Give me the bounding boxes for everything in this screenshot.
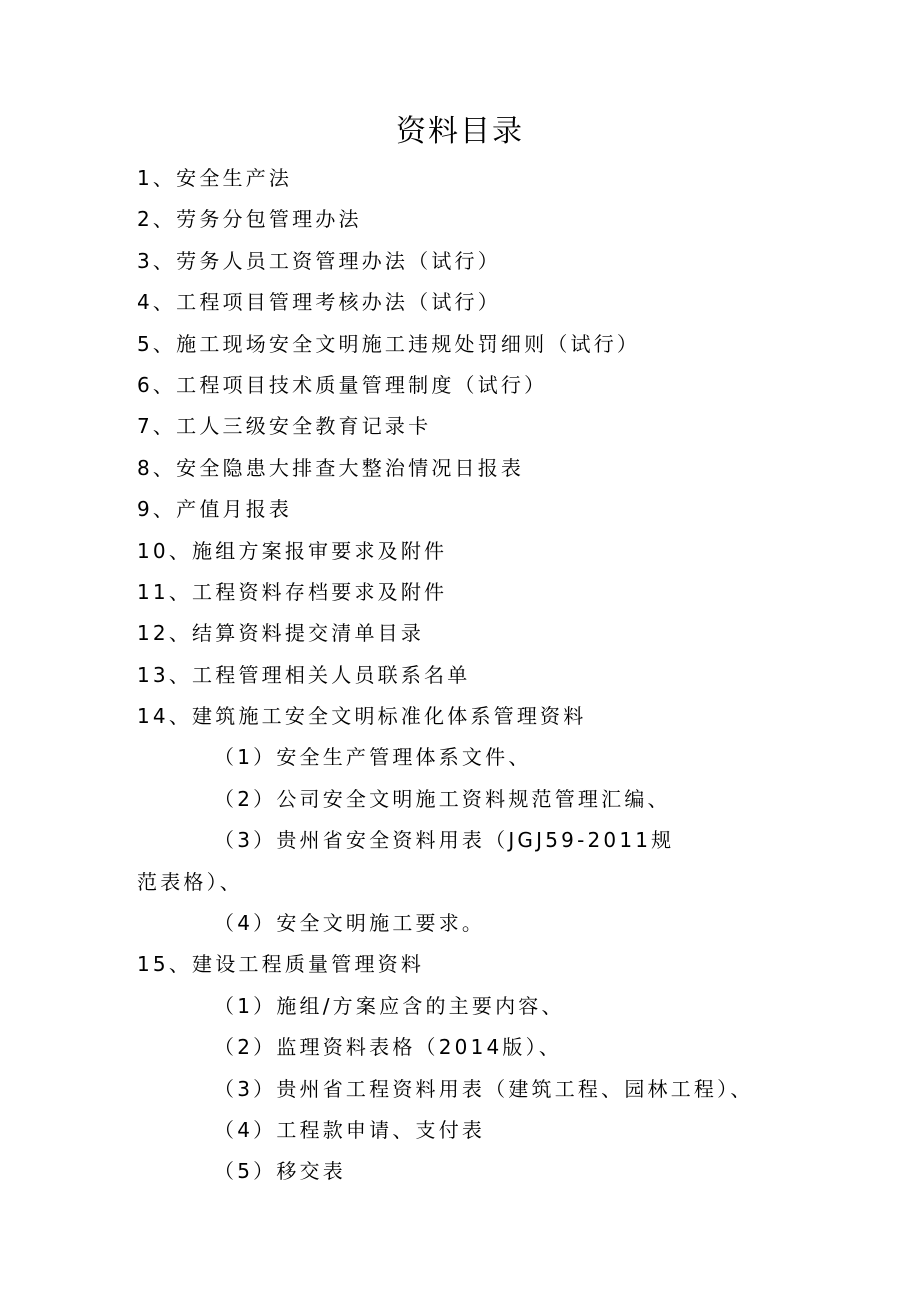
toc-subitem-15-1: （1）施组/方案应含的主要内容、 <box>214 993 565 1018</box>
toc-item-10: 10、施组方案报审要求及附件 <box>137 538 448 563</box>
table-of-contents <box>137 158 757 1193</box>
toc-item-6: 6、工程项目技术质量管理制度（试行） <box>137 372 548 397</box>
toc-item-11: 11、工程资料存档要求及附件 <box>137 579 448 604</box>
toc-item-5: 5、施工现场安全文明施工违规处罚细则（试行） <box>137 331 641 356</box>
toc-item-7: 7、工人三级安全教育记录卡 <box>137 414 432 439</box>
toc-item-12: 12、结算资料提交清单目录 <box>137 621 425 646</box>
toc-item-8: 8、安全隐患大排查大整治情况日报表 <box>137 455 525 480</box>
toc-item-14: 14、建筑施工安全文明标准化体系管理资料 <box>137 704 587 729</box>
toc-subitem-14-3: （3）贵州省安全资料用表（JGJ59-2011规范表格）、 <box>137 828 675 894</box>
toc-subitem-15-2: （2）监理资料表格（2014版）、 <box>214 1035 563 1060</box>
toc-subitem-14-2: （2）公司安全文明施工资料规范管理汇编、 <box>214 786 671 811</box>
toc-item-4: 4、工程项目管理考核办法（试行） <box>137 290 501 315</box>
toc-subitem-15-5: （5）移交表 <box>214 1159 346 1184</box>
toc-subitem-14-4: （4）安全文明施工要求。 <box>214 911 486 936</box>
toc-item-13: 13、工程管理相关人员联系名单 <box>137 662 471 687</box>
toc-item-2: 2、劳务分包管理办法 <box>137 207 362 232</box>
toc-subitem-14-1: （1）安全生产管理体系文件、 <box>214 745 532 770</box>
page-title: 资料目录 <box>396 114 524 149</box>
toc-subitem-15-4: （4）工程款申请、支付表 <box>214 1118 486 1143</box>
toc-item-9: 9、产值月报表 <box>137 497 293 522</box>
toc-subitem-15-3: （3）贵州省工程资料用表（建筑工程、园林工程）、 <box>214 1076 754 1101</box>
toc-item-3: 3、劳务人员工资管理办法（试行） <box>137 248 501 273</box>
toc-item-15: 15、建设工程质量管理资料 <box>137 952 425 977</box>
toc-item-1: 1、安全生产法 <box>137 166 293 190</box>
